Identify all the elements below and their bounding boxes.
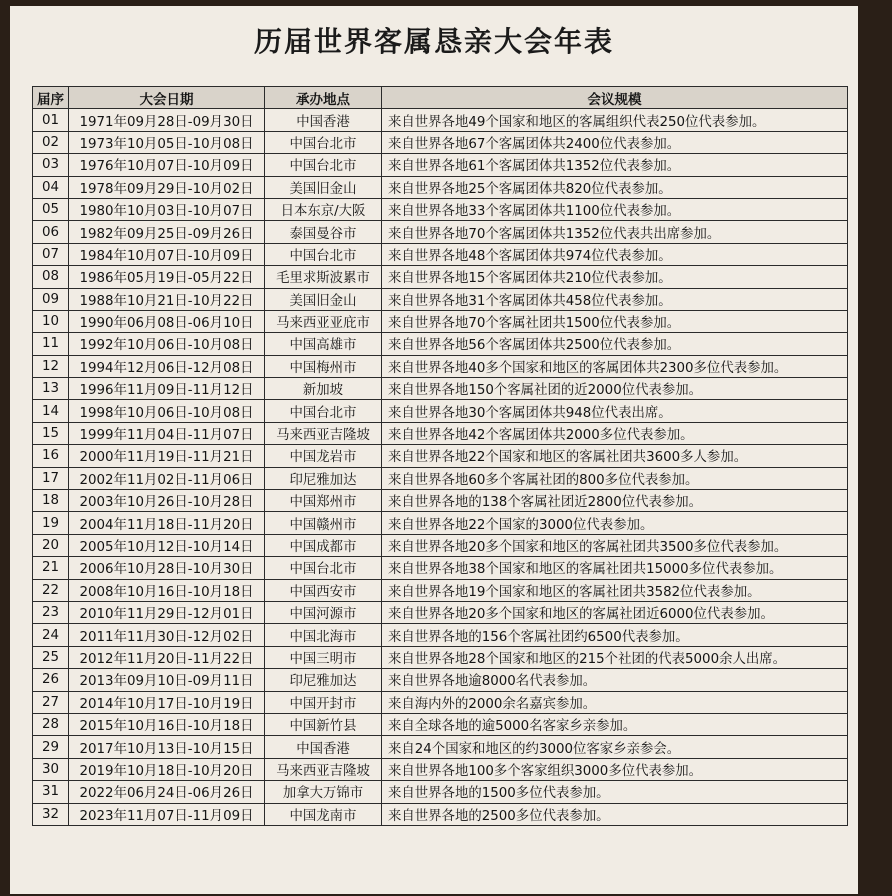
scale-cell: 来自世界各地22个国家和地区的客属社团共3600多人参加。 bbox=[382, 445, 848, 467]
venue-cell: 泰国曼谷市 bbox=[265, 221, 382, 243]
session-cell: 22 bbox=[33, 579, 69, 601]
table-row bbox=[33, 512, 848, 534]
date-cell: 1980年10月03日-10月07日 bbox=[69, 198, 265, 220]
chronology-table bbox=[32, 86, 848, 826]
venue-cell: 中国西安市 bbox=[265, 579, 382, 601]
date-cell: 2010年11月29日-12月01日 bbox=[69, 601, 265, 623]
header-venue: 承办地点 bbox=[265, 87, 382, 109]
date-cell: 2008年10月16日-10月18日 bbox=[69, 579, 265, 601]
session-cell: 13 bbox=[33, 378, 69, 400]
date-cell: 2013年09月10日-09月11日 bbox=[69, 669, 265, 691]
table-row bbox=[33, 198, 848, 220]
table-row bbox=[33, 736, 848, 758]
venue-cell: 印尼雅加达 bbox=[265, 467, 382, 489]
table-row bbox=[33, 109, 848, 131]
table-row bbox=[33, 534, 848, 556]
scale-cell: 来自世界各地56个客属团体共2500位代表参加。 bbox=[382, 333, 848, 355]
date-cell: 1992年10月06日-10月08日 bbox=[69, 333, 265, 355]
session-cell: 26 bbox=[33, 669, 69, 691]
session-cell: 08 bbox=[33, 266, 69, 288]
venue-cell: 中国台北市 bbox=[265, 154, 382, 176]
session-cell: 04 bbox=[33, 176, 69, 198]
session-cell: 12 bbox=[33, 355, 69, 377]
table-row bbox=[33, 624, 848, 646]
venue-cell: 中国赣州市 bbox=[265, 512, 382, 534]
session-cell: 10 bbox=[33, 310, 69, 332]
venue-cell: 马来西亚吉隆坡 bbox=[265, 758, 382, 780]
date-cell: 1994年12月06日-12月08日 bbox=[69, 355, 265, 377]
table-row bbox=[33, 378, 848, 400]
session-cell: 16 bbox=[33, 445, 69, 467]
scale-cell: 来自世界各地的2500多位代表参加。 bbox=[382, 803, 848, 825]
scale-cell: 来自世界各地67个客属团体共2400位代表参加。 bbox=[382, 131, 848, 153]
venue-cell: 中国香港 bbox=[265, 109, 382, 131]
venue-cell: 毛里求斯波累市 bbox=[265, 266, 382, 288]
date-cell: 1986年05月19日-05月22日 bbox=[69, 266, 265, 288]
venue-cell: 马来西亚吉隆坡 bbox=[265, 422, 382, 444]
session-cell: 18 bbox=[33, 490, 69, 512]
table-row bbox=[33, 758, 848, 780]
table-row bbox=[33, 400, 848, 422]
session-cell: 05 bbox=[33, 198, 69, 220]
table-row bbox=[33, 310, 848, 332]
scale-cell: 来自世界各地20多个国家和地区的客属社团共3500多位代表参加。 bbox=[382, 534, 848, 556]
date-cell: 2017年10月13日-10月15日 bbox=[69, 736, 265, 758]
date-cell: 2011年11月30日-12月02日 bbox=[69, 624, 265, 646]
venue-cell: 中国台北市 bbox=[265, 400, 382, 422]
session-cell: 27 bbox=[33, 691, 69, 713]
session-cell: 11 bbox=[33, 333, 69, 355]
venue-cell: 日本东京/大阪 bbox=[265, 198, 382, 220]
session-cell: 06 bbox=[33, 221, 69, 243]
date-cell: 2015年10月16日-10月18日 bbox=[69, 713, 265, 735]
scale-cell: 来自世界各地48个客属团体共974位代表参加。 bbox=[382, 243, 848, 265]
session-cell: 31 bbox=[33, 781, 69, 803]
date-cell: 2003年10月26日-10月28日 bbox=[69, 490, 265, 512]
scale-cell: 来自世界各地25个客属团体共820位代表参加。 bbox=[382, 176, 848, 198]
table-row bbox=[33, 669, 848, 691]
table-row bbox=[33, 221, 848, 243]
table-row bbox=[33, 803, 848, 825]
session-cell: 02 bbox=[33, 131, 69, 153]
session-cell: 29 bbox=[33, 736, 69, 758]
page-title: 历届世界客属恳亲大会年表 bbox=[253, 25, 614, 58]
venue-cell: 加拿大万锦市 bbox=[265, 781, 382, 803]
scale-cell: 来自世界各地31个客属团体共458位代表参加。 bbox=[382, 288, 848, 310]
date-cell: 2012年11月20日-11月22日 bbox=[69, 646, 265, 668]
scale-cell: 来自世界各地的156个客属社团约6500代表参加。 bbox=[382, 624, 848, 646]
scale-cell: 来自海内外的2000余名嘉宾参加。 bbox=[382, 691, 848, 713]
date-cell: 1971年09月28日-09月30日 bbox=[69, 109, 265, 131]
scale-cell: 来自世界各地20多个国家和地区的客属社团近6000位代表参加。 bbox=[382, 601, 848, 623]
session-cell: 30 bbox=[33, 758, 69, 780]
scale-cell: 来自世界各地60多个客属社团的800多位代表参加。 bbox=[382, 467, 848, 489]
table-row bbox=[33, 288, 848, 310]
date-cell: 2005年10月12日-10月14日 bbox=[69, 534, 265, 556]
date-cell: 2022年06月24日-06月26日 bbox=[69, 781, 265, 803]
date-cell: 2000年11月19日-11月21日 bbox=[69, 445, 265, 467]
table-row bbox=[33, 601, 848, 623]
scale-cell: 来自世界各地49个国家和地区的客属组织代表250位代表参加。 bbox=[382, 109, 848, 131]
table-row bbox=[33, 422, 848, 444]
date-cell: 2002年11月02日-11月06日 bbox=[69, 467, 265, 489]
session-cell: 03 bbox=[33, 154, 69, 176]
session-cell: 07 bbox=[33, 243, 69, 265]
venue-cell: 中国梅州市 bbox=[265, 355, 382, 377]
scale-cell: 来自世界各地的138个客属社团近2800位代表参加。 bbox=[382, 490, 848, 512]
date-cell: 2004年11月18日-11月20日 bbox=[69, 512, 265, 534]
table-row bbox=[33, 333, 848, 355]
scale-cell: 来自世界各地70个客属团体共1352位代表共出席参加。 bbox=[382, 221, 848, 243]
scale-cell: 来自世界各地22个国家的3000位代表参加。 bbox=[382, 512, 848, 534]
venue-cell: 中国开封市 bbox=[265, 691, 382, 713]
venue-cell: 中国三明市 bbox=[265, 646, 382, 668]
venue-cell: 中国新竹县 bbox=[265, 713, 382, 735]
venue-cell: 中国郑州市 bbox=[265, 490, 382, 512]
table-row bbox=[33, 355, 848, 377]
scale-cell: 来自世界各地70个客属社团共1500位代表参加。 bbox=[382, 310, 848, 332]
table-row bbox=[33, 713, 848, 735]
session-cell: 32 bbox=[33, 803, 69, 825]
scale-cell: 来自世界各地38个国家和地区的客属社团共15000多位代表参加。 bbox=[382, 557, 848, 579]
date-cell: 1996年11月09日-11月12日 bbox=[69, 378, 265, 400]
venue-cell: 中国河源市 bbox=[265, 601, 382, 623]
date-cell: 2014年10月17日-10月19日 bbox=[69, 691, 265, 713]
venue-cell: 中国龙南市 bbox=[265, 803, 382, 825]
header-scale: 会议规模 bbox=[382, 87, 848, 109]
date-cell: 2019年10月18日-10月20日 bbox=[69, 758, 265, 780]
table-row bbox=[33, 154, 848, 176]
venue-cell: 中国龙岩市 bbox=[265, 445, 382, 467]
session-cell: 09 bbox=[33, 288, 69, 310]
scale-cell: 来自世界各地61个客属团体共1352位代表参加。 bbox=[382, 154, 848, 176]
table-row bbox=[33, 445, 848, 467]
scale-cell: 来自世界各地逾8000名代表参加。 bbox=[382, 669, 848, 691]
venue-cell: 新加坡 bbox=[265, 378, 382, 400]
table-row bbox=[33, 781, 848, 803]
venue-cell: 中国香港 bbox=[265, 736, 382, 758]
table-row bbox=[33, 691, 848, 713]
venue-cell: 印尼雅加达 bbox=[265, 669, 382, 691]
session-cell: 25 bbox=[33, 646, 69, 668]
table-row bbox=[33, 646, 848, 668]
venue-cell: 美国旧金山 bbox=[265, 176, 382, 198]
table-row bbox=[33, 266, 848, 288]
table-row bbox=[33, 131, 848, 153]
session-cell: 17 bbox=[33, 467, 69, 489]
date-cell: 1978年09月29日-10月02日 bbox=[69, 176, 265, 198]
session-cell: 21 bbox=[33, 557, 69, 579]
venue-cell: 美国旧金山 bbox=[265, 288, 382, 310]
venue-cell: 中国北海市 bbox=[265, 624, 382, 646]
date-cell: 2023年11月07日-11月09日 bbox=[69, 803, 265, 825]
date-cell: 1990年06月08日-06月10日 bbox=[69, 310, 265, 332]
venue-cell: 中国台北市 bbox=[265, 131, 382, 153]
scale-cell: 来自世界各地40多个国家和地区的客属团体共2300多位代表参加。 bbox=[382, 355, 848, 377]
session-cell: 23 bbox=[33, 601, 69, 623]
session-cell: 20 bbox=[33, 534, 69, 556]
date-cell: 1998年10月06日-10月08日 bbox=[69, 400, 265, 422]
date-cell: 2006年10月28日-10月30日 bbox=[69, 557, 265, 579]
session-cell: 15 bbox=[33, 422, 69, 444]
date-cell: 1984年10月07日-10月09日 bbox=[69, 243, 265, 265]
session-cell: 01 bbox=[33, 109, 69, 131]
session-cell: 28 bbox=[33, 713, 69, 735]
header-date: 大会日期 bbox=[69, 87, 265, 109]
scale-cell: 来自世界各地30个客属团体共948位代表出席。 bbox=[382, 400, 848, 422]
table-row bbox=[33, 467, 848, 489]
scale-cell: 来自世界各地100多个客家组织3000多位代表参加。 bbox=[382, 758, 848, 780]
scale-cell: 来自世界各地的1500多位代表参加。 bbox=[382, 781, 848, 803]
table-header-row bbox=[33, 87, 848, 109]
date-cell: 1976年10月07日-10月09日 bbox=[69, 154, 265, 176]
session-cell: 14 bbox=[33, 400, 69, 422]
session-cell: 24 bbox=[33, 624, 69, 646]
date-cell: 1973年10月05日-10月08日 bbox=[69, 131, 265, 153]
table-body bbox=[33, 109, 848, 826]
venue-cell: 马来西亚亚庇市 bbox=[265, 310, 382, 332]
table-row bbox=[33, 176, 848, 198]
scale-cell: 来自世界各地33个客属团体共1100位代表参加。 bbox=[382, 198, 848, 220]
scale-cell: 来自24个国家和地区的约3000位客家乡亲参会。 bbox=[382, 736, 848, 758]
venue-cell: 中国高雄市 bbox=[265, 333, 382, 355]
scale-cell: 来自世界各地150个客属社团的近2000位代表参加。 bbox=[382, 378, 848, 400]
session-cell: 19 bbox=[33, 512, 69, 534]
venue-cell: 中国台北市 bbox=[265, 243, 382, 265]
scale-cell: 来自世界各地15个客属团体共210位代表参加。 bbox=[382, 266, 848, 288]
table-row bbox=[33, 490, 848, 512]
scale-cell: 来自世界各地28个国家和地区的215个社团的代表5000余人出席。 bbox=[382, 646, 848, 668]
date-cell: 1982年09月25日-09月26日 bbox=[69, 221, 265, 243]
table-row bbox=[33, 579, 848, 601]
scale-cell: 来自全球各地的逾5000名客家乡亲参加。 bbox=[382, 713, 848, 735]
display-board bbox=[10, 6, 858, 894]
venue-cell: 中国台北市 bbox=[265, 557, 382, 579]
header-session: 届序 bbox=[33, 87, 69, 109]
venue-cell: 中国成都市 bbox=[265, 534, 382, 556]
date-cell: 1999年11月04日-11月07日 bbox=[69, 422, 265, 444]
scale-cell: 来自世界各地19个国家和地区的客属社团共3582位代表参加。 bbox=[382, 579, 848, 601]
date-cell: 1988年10月21日-10月22日 bbox=[69, 288, 265, 310]
scale-cell: 来自世界各地42个客属团体共2000多位代表参加。 bbox=[382, 422, 848, 444]
table-row bbox=[33, 243, 848, 265]
table-row bbox=[33, 557, 848, 579]
